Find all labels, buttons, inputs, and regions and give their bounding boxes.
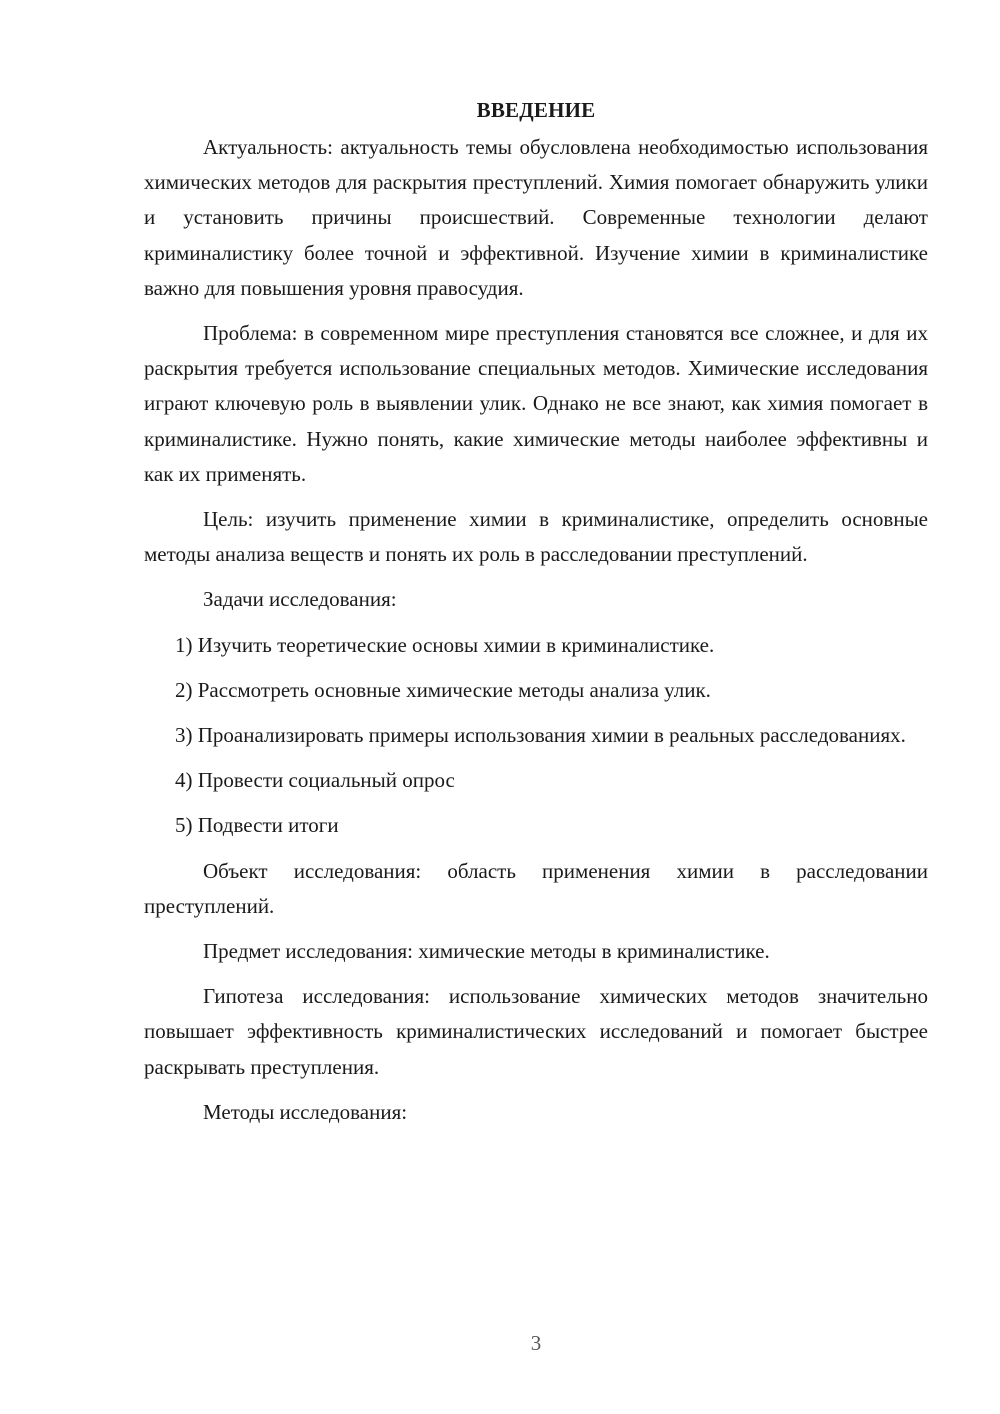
page-number: 3 [530,1331,542,1355]
paragraph-subject: Предмет исследования: химические методы в криминалистике. [203,939,770,964]
paragraph-tasks-heading: Задачи исследования: [203,587,397,612]
section-title: ВВЕДЕНИЕ [476,98,596,122]
paragraph-hypothesis: Гипотеза исследования: использование химических методов значительно повышает эффективность криминалистических исследований и помогает быстрее раскрывать преступления. [144,984,928,1079]
task-item-5: 5) Подвести итоги [175,813,339,838]
task-item-4: 4) Провести социальный опрос [175,768,455,793]
paragraph-object: Объект исследования: область применения химии в расследовании преступлений. [144,858,928,918]
task-item-3: 3) Проанализировать примеры использования химии в реальных расследованиях. [175,723,906,748]
document-page [144,90,928,1140]
paragraph-problem: Проблема: в современном мире преступления становятся все сложнее, и для их раскрытия требуется использование специальных методов. Химические исследования играют ключевую роль в выявлении улик. Однако не все знают, как химия помогает в криминалистике. Нужно понять, какие химические методы наиболее эффективны и как их применять. [144,321,928,486]
task-item-2: 2) Рассмотреть основные химические методы анализа улик. [175,677,711,702]
paragraph-relevance: Актуальность: актуальность темы обусловлена необходимостью использования химических методов для раскрытия преступлений. Химия помогает обнаружить улики и установить причины происшествий. Современные технологии делают криминалистику более точной и эффективной. Изучение химии в криминалистике важно для повышения уровня правосудия. [144,135,928,300]
paragraph-methods-heading: Методы исследования: [203,1099,408,1124]
task-item-1: 1) Изучить теоретические основы химии в криминалистике. [175,632,715,657]
paragraph-goal: Цель: изучить применение химии в криминалистике, определить основные методы анализа веществ и понять их роль в расследовании преступлений. [144,507,928,567]
